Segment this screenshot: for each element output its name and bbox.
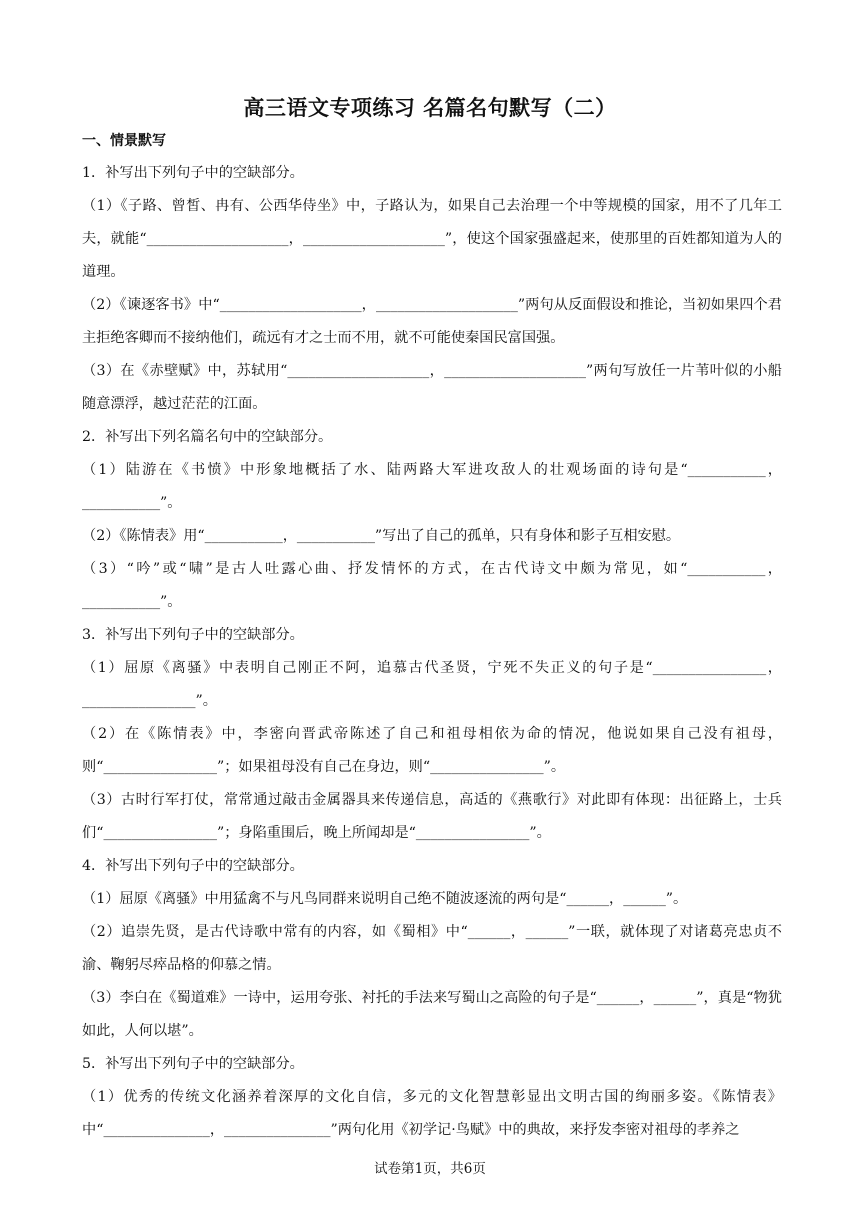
exam-content — [82, 128, 782, 1147]
question-1 — [82, 157, 782, 421]
question-stem: 4．补写出下列句子中的空缺部分。 — [82, 858, 304, 874]
sub-question: （1）《子路、曾皙、冉有、公西华侍坐》中，子路认为，如果自己去治理一个中等规模的国家，用不了几年工夫，就能“____________________，____________________”，使这个国家强盛起来，使那里的百姓都知道为人的道理。 — [82, 198, 782, 280]
sub-question: （3）李白在《蜀道难》一诗中，运用夸张、衬托的手法来写蜀山之高险的句子是“______，______”，真是“物犹如此，人何以堪”。 — [82, 990, 782, 1039]
sub-question: （3）“吟”或“啸”是古人吐露心曲、抒发情怀的方式，在古代诗文中颇为常见，如“___________，___________”。 — [82, 561, 782, 610]
sub-question: （2）《谏逐客书》中“____________________，____________________”两句从反面假设和推论，当初如果四个君主拒绝客卿而不接纳他们，疏远有才之士而不用，就不可能使秦国民富国强。 — [82, 297, 782, 346]
section-heading: 一、情景默写 — [82, 133, 166, 149]
sub-question: （2）《陈情表》用“___________，___________”写出了自己的孤单，只有身体和影子互相安慰。 — [82, 528, 681, 544]
question-2 — [82, 421, 782, 619]
question-4 — [82, 850, 782, 1048]
sub-question: （1）优秀的传统文化涵养着深厚的文化自信，多元的文化智慧彰显出文明古国的绚丽多姿。《陈情表》中“_______________，_______________”两句化用《初学记·鸟赋》中的典故，来抒发李密对祖母的孝养之 — [82, 1089, 782, 1138]
question-stem: 5．补写出下列句子中的空缺部分。 — [82, 1056, 304, 1072]
sub-question: （3）在《赤壁赋》中，苏轼用“____________________，____________________”两句写放任一片苇叶似的小船随意漂浮，越过茫茫的江面。 — [82, 363, 782, 412]
question-stem: 3．补写出下列句子中的空缺部分。 — [82, 627, 304, 643]
question-5 — [82, 1048, 782, 1147]
sub-question: （2）在《陈情表》中，李密向晋武帝陈述了自己和祖母相依为命的情况，他说如果自己没有祖母，则“________________”；如果祖母没有自己在身边，则“________________”。 — [82, 726, 782, 775]
sub-question: （1）屈原《离骚》中表明自己刚正不阿，追慕古代圣贤，宁死不失正义的句子是“________________，________________”。 — [82, 660, 782, 709]
sub-question: （1）屈原《离骚》中用猛禽不与凡鸟同群来说明自己绝不随波逐流的两句是“______，______”。 — [82, 891, 688, 907]
sub-question: （1）陆游在《书愤》中形象地概括了水、陆两路大军进攻敌人的壮观场面的诗句是“___________，___________”。 — [82, 462, 782, 511]
question-stem: 2．补写出下列名篇名句中的空缺部分。 — [82, 429, 333, 445]
question-3 — [82, 619, 782, 850]
page-title: 高三语文专项练习 名篇名句默写（二） — [243, 95, 617, 120]
question-stem: 1．补写出下列句子中的空缺部分。 — [82, 165, 304, 181]
sub-question: （2）追崇先贤，是古代诗歌中常有的内容，如《蜀相》中“______，______”一联，就体现了对诸葛亮忠贞不渝、鞠躬尽瘁品格的仰慕之情。 — [82, 924, 782, 973]
page-footer: 试卷第1页，共6页 — [374, 1161, 486, 1177]
sub-question: （3）古时行军打仗，常常通过敲击金属器具来传递信息，高适的《燕歌行》对此即有体现：出征路上，士兵们“________________”；身陷重围后，晚上所闻却是“________________”。 — [82, 792, 782, 841]
